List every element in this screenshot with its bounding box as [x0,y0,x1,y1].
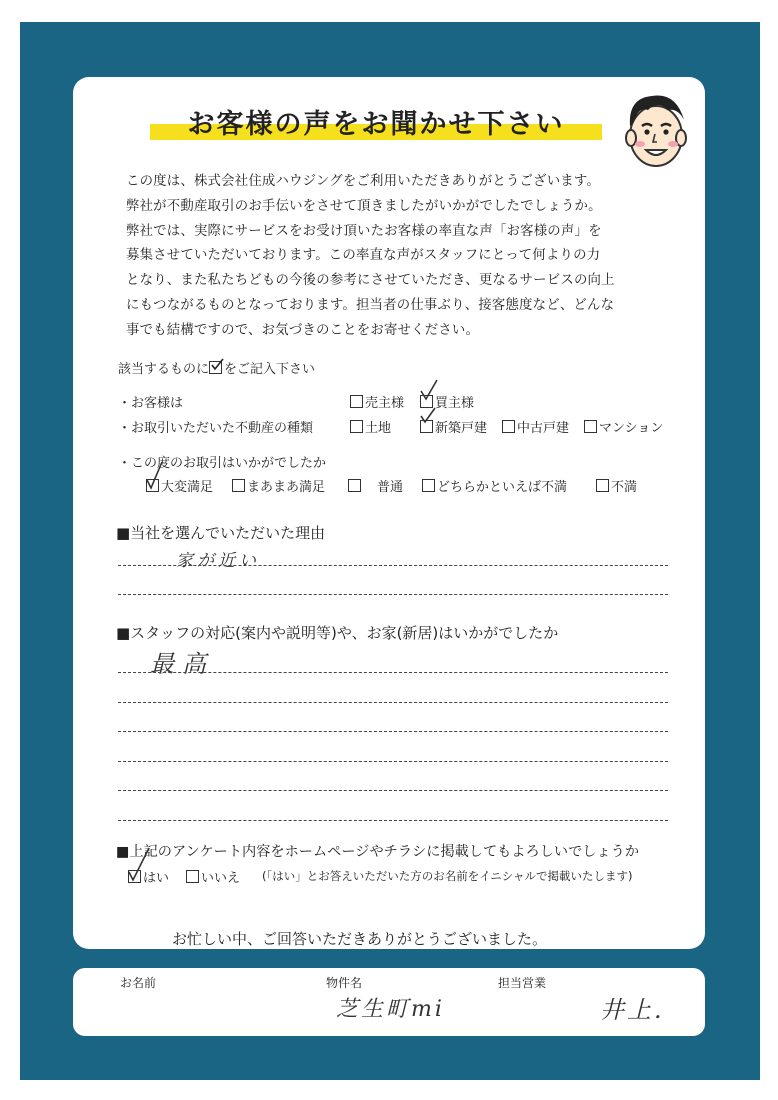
answer-line [118,820,668,821]
option-mansion[interactable] [584,417,663,436]
intro-line: この度は、株式会社住成ハウジングをご利用いただきありがとうございます。 [126,174,600,189]
staff-answer: 最高 [150,650,214,678]
intro-line: 弊社では、実際にサービスをお受け頂いたお客様の率直な声「お客様の声」を [126,223,602,239]
question-satisfaction-label: ・この度のお取引はいかがでしたか [118,456,327,471]
page-title: お客様の声をお聞かせ下さい [187,109,565,140]
intro-line: にもつながるものとなっております。担当者の仕事ぶり、接客態度など、どんな [126,297,615,313]
option-label: マンション [599,421,664,436]
option-no[interactable] [186,867,240,886]
option-label: どちらかといえば不満 [437,480,568,495]
thanks-message: お忙しい中、ご回答いただきありがとうございました。 [172,930,548,948]
answer-line [118,790,668,791]
option-label: 土地 [365,421,392,436]
option-label: はい [143,871,170,886]
answer-line [118,702,668,703]
instruction [118,358,315,377]
option-dissatisfied[interactable] [596,476,637,495]
option-label: 普通 [377,480,404,495]
option-label: 新築戸建 [435,421,488,436]
instruction-after: をご記入下さい [224,362,316,377]
checked-box-icon [209,361,222,374]
option-label: 大変満足 [161,480,214,495]
mascot-face-illustration [618,86,694,172]
checkbox-icon [422,479,435,492]
staff-label: 担当営業 [498,976,547,990]
title-block [150,102,602,142]
section-reason-heading: ■当社を選んでいただいた理由 [116,524,326,542]
option-label: 中古戸建 [517,421,570,436]
intro-line: 募集させていただいております。この率直な声がスタッフにとって何よりの力 [126,248,601,264]
option-label: いいえ [201,871,241,886]
option-somewhat-satisfied[interactable] [232,476,325,495]
option-used-house[interactable] [502,417,569,436]
intro-line: となり、また私たちどもの今後の参考にさせていただき、更なるサービスの向上 [126,273,615,289]
checkbox-icon [348,479,361,492]
option-label: 売主様 [365,396,405,411]
handwritten-check-icon [144,460,166,490]
intro-text [126,170,674,344]
option-label: 買主様 [435,396,475,411]
checkbox-icon [584,420,597,433]
checkbox-icon [232,479,245,492]
publish-note: (「はい」とお答えいただいた方のお名前をイニシャルで掲載いたします) [262,869,633,883]
answer-line [118,731,668,732]
section-staff-heading: ■スタッフの対応(案内や説明等)や、お家(新居)はいかがでしたか [116,624,559,642]
handwritten-check-icon [126,846,152,882]
question-customer-label: ・お客様は [118,396,184,411]
instruction-before: 該当するものに [118,362,210,377]
option-land[interactable] [350,417,391,436]
section-publish-heading: ■上記のアンケート内容をホームページやチラシに掲載してもよろしいでしょうか [116,844,640,860]
option-seller[interactable] [350,392,404,411]
intro-line: 弊社が不動産取引のお手伝いをさせて頂きましたがいかがでしたでしょうか。 [126,198,602,214]
option-label: まあまあ満足 [247,480,326,495]
checkbox-icon [350,395,363,408]
staff-value: 井上. [600,996,665,1024]
checkbox-icon [502,420,515,433]
intro-line: 事でも結構ですので、お気づきのことをお寄せください。 [126,322,480,338]
option-label: 不満 [611,480,638,495]
checkbox-icon [350,420,363,433]
checkbox-icon [596,479,609,492]
handwritten-check-icon [418,378,440,402]
answer-line [118,672,668,673]
answer-line [118,761,668,762]
answer-line [118,565,668,566]
property-label: 物件名 [326,976,363,990]
option-somewhat-dissatisfied[interactable] [422,476,567,495]
reason-answer: 家が近い [176,551,260,571]
question-property-label: ・お取引いただいた不動産の種類 [118,421,314,436]
answer-line [118,594,668,595]
option-normal[interactable] [348,476,403,495]
handwritten-check-icon [418,406,438,426]
checkbox-icon [186,870,199,883]
property-value: 芝生町mi [336,997,445,1022]
name-label: お名前 [120,976,157,990]
